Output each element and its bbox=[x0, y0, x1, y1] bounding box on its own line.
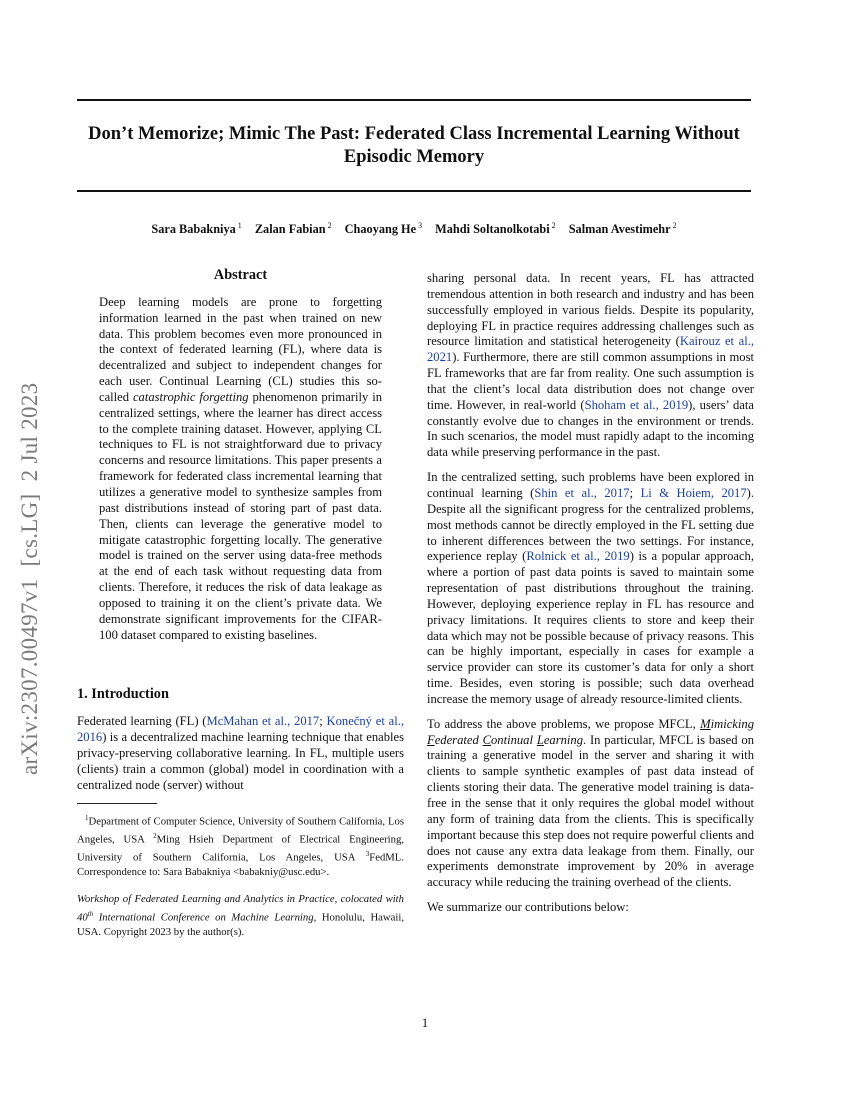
author: Salman Avestimehr $^2$ bbox=[568, 221, 677, 237]
citation-link[interactable]: Li & Hoiem, 2017 bbox=[640, 485, 747, 500]
title-rule-top bbox=[77, 99, 751, 101]
author-list bbox=[77, 221, 751, 237]
page-number: 1 bbox=[421, 1016, 429, 1030]
intro-paragraph-continued: sharing personal data. In recent years, FL has attracted tremendous attention in both research and industry and has been successfully employed in various fields. Despite its popularity, deploying FL in practice requires addressing challenges such as resource limitation and statistical heterogeneity (Kairouz et al., 2021). Furthermore, there are still common assumptions in most FL frameworks that are far from reality. One such assumption is that the client’s local data distribution does not change over time. However, in real-world (Shoham et al., 2019), users’ data constantly evolve due to changes in the environment or trends. In such scenarios, the model must rapidly adapt to the incoming data while preserving performance in the past. bbox=[427, 271, 754, 460]
right-column bbox=[427, 271, 754, 916]
intro-paragraph: We summarize our contributions below: bbox=[427, 900, 629, 915]
affiliation-footnote: $^1$Department of Computer Science, University of Southern California, Los Angeles, USA $^2$Ming Hsieh Department of Electrical Engineering, University of Southern California, Los Angeles, USA $^3$FedML. Correspondence to: Sara Babakniya <babakniy@usc.edu>. bbox=[77, 814, 404, 879]
venue-note: Workshop of Federated Learning and Analytics in Practice, colocated with 40th International Conference on Machine Learning, Honolulu, Hawaii, USA. Copyright 2023 by the author(s). bbox=[77, 893, 404, 938]
intro-paragraph: Federated learning (FL) (McMahan et al., 2017; Konečný et al., 2016) is a decentralized machine learning technique that enables privacy-preserving collaborative learning. In FL, multiple users (clients) train a common (global) model in coordination with a centralized node (server) without bbox=[77, 714, 404, 792]
author: Zalan Fabian $^2$ bbox=[254, 221, 332, 237]
abstract-text: Deep learning models are prone to forgetting information learned in the past when trained on new data. This problem becomes even more pronounced in the context of federated learning (FL), where data is decentralized and subject to independent changes for each user. Continual Learning (CL) studies this so-called catastrophic forgetting phenomenon primarily in centralized settings, where the learner has direct access to the complete training dataset. However, applying CL techniques to FL is not straightforward due to privacy concerns and resource limitations. This paper presents a framework for federated class incremental learning that utilizes a generative model to synthesize samples from past distributions instead of storing part of past data. Then, clients can leverage the generative model to mitigate catastrophic forgetting locally. The generative model is trained on the server using data-free methods at the end of each task without requesting data from clients. Therefore, it reduces the risk of data leakage as opposed to training it on the client’s private data. We demonstrate significant improvements for the CIFAR-100 dataset compared to existing baselines. bbox=[99, 294, 382, 642]
author: Mahdi Soltanolkotabi $^2$ bbox=[435, 221, 556, 237]
paper-title: Don’t Memorize; Mimic The Past: Federated Class Incremental Learning Without Episodic Memory bbox=[88, 124, 740, 167]
section-heading-introduction: 1. Introduction bbox=[77, 686, 169, 703]
abstract-heading: Abstract bbox=[213, 267, 268, 283]
citation-link[interactable]: Shin et al., 2017 bbox=[534, 485, 630, 500]
citation-link[interactable]: Shoham et al., 2019 bbox=[584, 397, 689, 412]
author: Chaoyang He $^3$ bbox=[344, 221, 423, 237]
citation-link[interactable]: McMahan et al., 2017 bbox=[206, 714, 320, 729]
title-rule-bottom bbox=[77, 190, 751, 192]
author: Sara Babakniya $^1$ bbox=[151, 221, 242, 237]
footnote-rule bbox=[77, 803, 157, 804]
intro-paragraph: In the centralized setting, such problems have been explored in continual learning (Shin et al., 2017; Li & Hoiem, 2017). Despite all the significant progress for the centralized problems, most methods cannot be directly employed in the FL setting due to inherent differences between the two settings. For instance, experience replay (Rolnick et al., 2019) is a popular approach, where a portion of past data points is saved to maintain some representation of past distributions throughout the training. However, deploying experience replay in FL has resource and privacy limitations. It requires clients to store and keep their data which may not be possible because of privacy reasons. This can be highly important, especially in cases for example a service provider can store its customer’s data for only a short time. Besides, even storing is possible; such data overhead increase the memory usage of already resource-limited clients. bbox=[427, 470, 754, 706]
left-column bbox=[77, 268, 404, 939]
citation-link[interactable]: Rolnick et al., 2019 bbox=[526, 549, 630, 564]
intro-paragraph: To address the above problems, we propose MFCL, Mimicking Federated Continual Learning. In particular, MFCL is based on training a generative model in the server and sharing it with clients to sample synthetic examples of past data instead of clients storing their data. The generative model training is data-free in the sense that it only requires the global model without any form of training data from the clients. This is specifically important because this step does not require powerful clients and does not cause any extra data leakage from them. Finally, our experiments demonstrate improvement by 20% in average accuracy while reducing the training overhead of the clients. bbox=[427, 716, 754, 890]
arxiv-identifier: arXiv:2307.00497v1 [cs.LG] 2 Jul 2023 bbox=[17, 382, 42, 775]
citation-link[interactable]: Kairouz et al., 2021 bbox=[427, 334, 754, 365]
citation-link[interactable]: Konečný et al., 2016 bbox=[77, 714, 404, 745]
